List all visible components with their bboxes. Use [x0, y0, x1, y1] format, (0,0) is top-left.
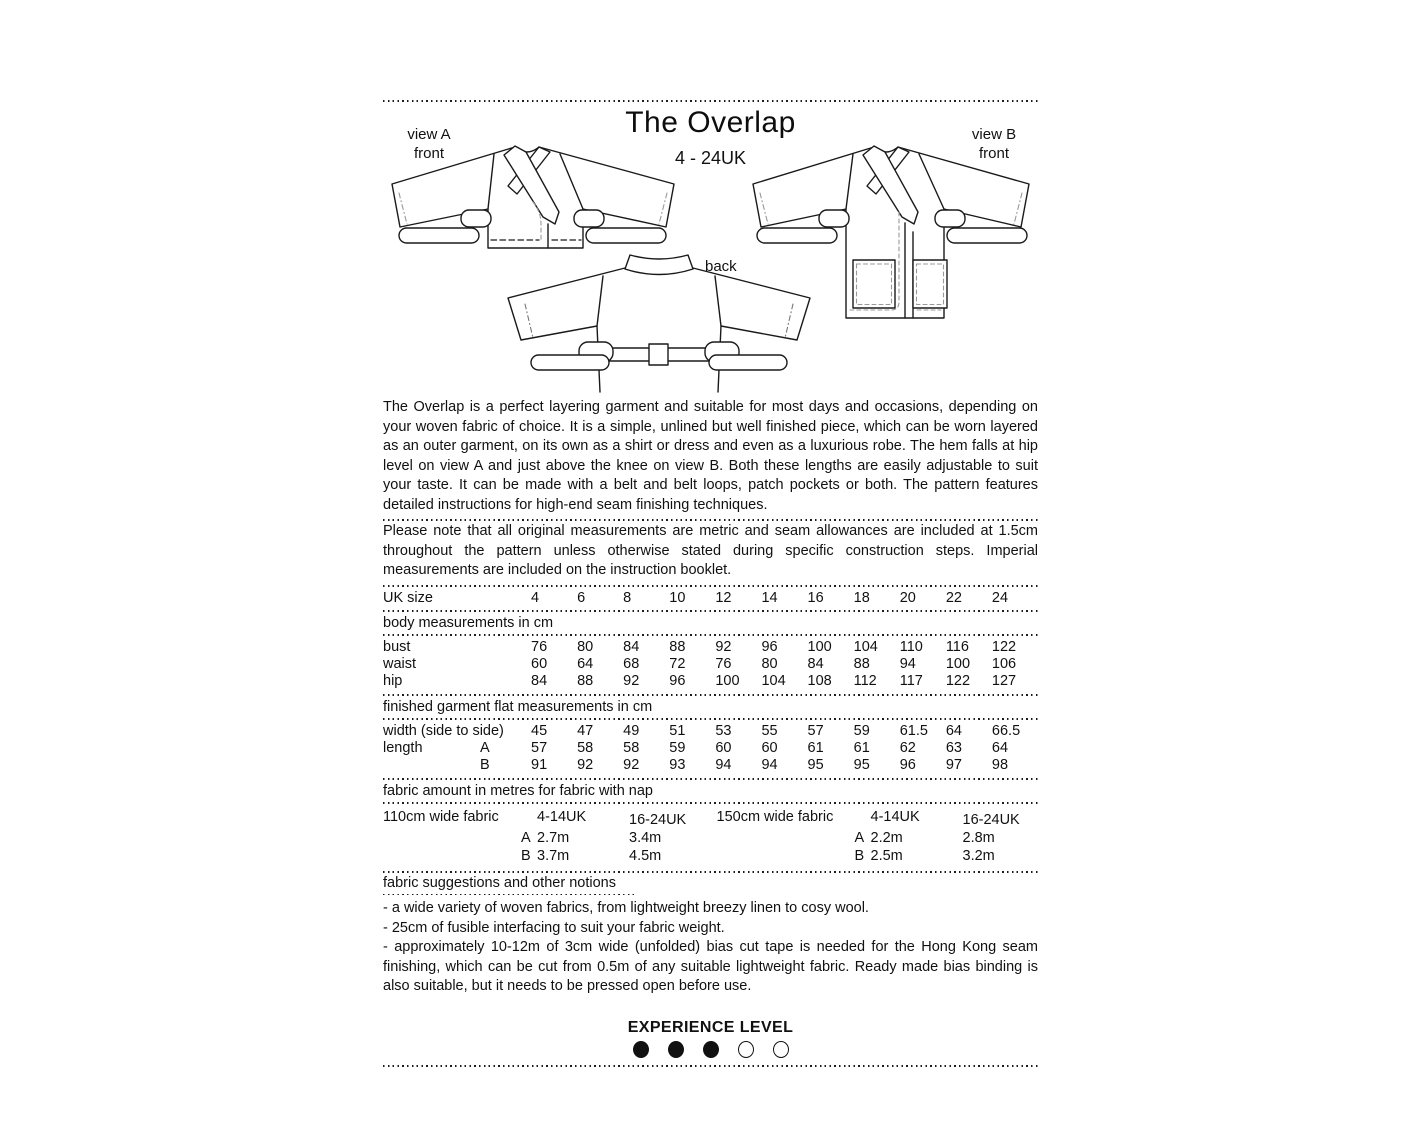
spacer [717, 829, 847, 847]
finished-measurements-header: finished garment flat measurements in cm [383, 698, 653, 715]
size-group-header: 16-24UK [962, 811, 1020, 828]
cell-value: 92 [623, 757, 640, 774]
cell-value: 63 [945, 739, 962, 756]
experience-dot [773, 1041, 789, 1058]
uk-size-value: 4 [531, 589, 540, 606]
uk-size-value: 10 [669, 589, 686, 606]
experience-dots [383, 1041, 1038, 1058]
cell-value: 72 [669, 656, 686, 673]
spacer [383, 847, 513, 865]
pattern-sheet [383, 100, 1038, 1067]
cell-value: 122 [945, 673, 971, 690]
fabric-width-label: 110cm wide fabric [383, 808, 499, 825]
cell-value: 47 [577, 722, 594, 739]
cell-value: 51 [669, 722, 686, 739]
spacer [513, 808, 537, 829]
notions-list [383, 899, 1038, 997]
experience-level-block [383, 1019, 1038, 1058]
cell-value: 104 [761, 673, 786, 690]
page-title: The Overlap [625, 106, 796, 139]
cell-value: 94 [899, 656, 916, 673]
cell-value: 92 [715, 638, 732, 655]
list-item: - approximately 10-12m of 3cm wide (unfolded) bias cut tape is needed for the Hong Kong seam finishing, which can be cut from 0.5m of any suitable lightweight fabric. Ready made bias binding is also suitable, but it needs to be pressed open before use. [383, 939, 1038, 995]
cell-value: 88 [853, 656, 870, 673]
list-item: - a wide variety of woven fabrics, from lightweight breezy linen to cosy wool. [383, 900, 869, 917]
size-group-header: 4-14UK [870, 808, 920, 825]
view-b-label-line1: view B [971, 126, 1017, 143]
fabric-panel-150cm [717, 808, 1039, 865]
experience-dot [738, 1041, 754, 1058]
cell-value: 117 [899, 673, 923, 690]
cell-value: 3.2m [962, 847, 995, 864]
cell-value: 2.5m [870, 847, 903, 864]
cell-value: 3.7m [537, 847, 570, 864]
uk-size-value: 20 [899, 589, 916, 606]
cell-value: 59 [669, 739, 686, 756]
size-group-header: 16-24UK [629, 811, 687, 828]
row-variant: A [480, 739, 490, 756]
cell-value: 2.7m [537, 829, 570, 846]
cell-value: 108 [807, 673, 832, 690]
cell-value: 84 [807, 656, 824, 673]
cell-value: 60 [715, 739, 732, 756]
uk-size-value: 6 [577, 589, 586, 606]
finished-measurements-table [383, 720, 1038, 778]
experience-level-title: EXPERIENCE LEVEL [627, 1018, 794, 1036]
cell-value: 112 [853, 673, 877, 690]
cell-value: 61 [853, 739, 870, 756]
uk-size-value: 24 [991, 589, 1009, 606]
cell-value: 97 [945, 757, 962, 774]
uk-size-value: 12 [715, 589, 732, 606]
cell-value: 95 [807, 757, 824, 774]
cell-value: 96 [669, 673, 686, 690]
row-variant: B [521, 847, 531, 864]
cell-value: 80 [761, 656, 778, 673]
fabric-panel-110cm [383, 808, 705, 865]
fabric-width-label: 150cm wide fabric [716, 808, 834, 825]
cell-value: 98 [991, 757, 1009, 774]
cell-value: 100 [715, 673, 740, 690]
experience-dot [668, 1041, 684, 1058]
cell-value: 80 [577, 638, 594, 655]
measurement-note-paragraph: Please note that all original measurements are metric and seam allowances are included at 1.5cm throughout the pattern unless otherwise stated during specific construction steps. Imperial measurements are included on the instruction booklet. [383, 523, 1038, 578]
row-label [383, 757, 480, 774]
cell-value: 64 [577, 656, 594, 673]
cell-value: 100 [807, 638, 832, 655]
cell-value: 61 [807, 739, 824, 756]
cell-value: 49 [623, 722, 640, 739]
cell-value: 2.8m [962, 829, 995, 846]
row-label: length [383, 739, 423, 756]
description-paragraph: The Overlap is a perfect layering garment and suitable for most days and occasions, depending on your woven fabric of choice. It is a simple, unlined but well finished piece, which can be worn layered as an outer garment, on its own as a shirt or dress and even as a luxurious robe. The hem falls at hip level on view A and just above the knee on view B. Both these lengths are easily adjustable to suit your taste. It can be made with a belt and belt loops, patch pockets or both. The pattern features detailed instructions for high-end seam finishing techniques. [383, 399, 1038, 513]
uk-size-value: 8 [623, 589, 632, 606]
cell-value: 53 [715, 722, 732, 739]
notions-header: fabric suggestions and other notions [383, 874, 616, 891]
uk-size-label: UK size [383, 589, 433, 606]
row-variant: B [480, 757, 490, 774]
body-measurements-table [383, 636, 1038, 694]
row-label: waist [383, 656, 417, 673]
cell-value: 116 [945, 638, 969, 655]
row-variant: B [854, 847, 865, 864]
table-row [383, 757, 1038, 774]
cell-value: 100 [945, 656, 971, 673]
cell-value: 2.2m [870, 829, 903, 846]
cell-value: 4.5m [629, 847, 662, 864]
cell-value: 58 [577, 739, 594, 756]
list-item: - 25cm of fusible interfacing to suit your fabric weight. [383, 919, 725, 936]
cell-value: 84 [531, 673, 548, 690]
view-b-label-line2: front [978, 145, 1009, 162]
table-row [383, 740, 1038, 757]
spacer [847, 808, 871, 829]
cell-value: 76 [531, 638, 548, 655]
dotted-rule [383, 519, 1038, 521]
row-variant: A [854, 829, 865, 846]
row-label: bust [383, 638, 411, 655]
back-view-label: back [705, 258, 737, 275]
cell-value: 96 [899, 757, 916, 774]
view-a-garment-illustration [385, 144, 680, 266]
table-row [383, 673, 1038, 690]
cell-value: 76 [715, 656, 732, 673]
cell-value: 106 [991, 656, 1017, 673]
fabric-amount-table [383, 804, 1038, 871]
cell-value: 110 [899, 638, 923, 655]
illustration-block [383, 102, 1038, 396]
cell-value: 60 [531, 656, 548, 673]
cell-value: 92 [623, 673, 640, 690]
body-measurements-header: body measurements in cm [383, 614, 554, 631]
cell-value: 127 [991, 673, 1017, 690]
size-group-header: 4-14UK [537, 808, 587, 825]
cell-value: 60 [761, 739, 778, 756]
row-variant: A [521, 829, 531, 846]
bottom-dotted-rule [383, 1065, 1038, 1067]
uk-size-value: 14 [761, 589, 778, 606]
spacer [383, 829, 513, 847]
cell-value: 91 [531, 757, 548, 774]
back-garment-illustration [503, 252, 815, 394]
view-a-label-line1: view A [407, 126, 451, 143]
short-dotted-rule [383, 894, 637, 896]
experience-dot [703, 1041, 719, 1058]
row-label: hip [383, 673, 403, 690]
cell-value: 58 [623, 739, 640, 756]
uk-size-value: 16 [807, 589, 824, 606]
cell-value: 64 [991, 739, 1009, 756]
cell-value: 94 [715, 757, 732, 774]
fabric-amount-header: fabric amount in metres for fabric with nap [383, 782, 653, 799]
cell-value: 92 [577, 757, 594, 774]
size-range: 4 - 24UK [674, 148, 747, 168]
cell-value: 55 [761, 722, 778, 739]
cell-value: 68 [623, 656, 640, 673]
uk-size-row [383, 587, 1038, 610]
cell-value: 3.4m [629, 829, 662, 846]
cell-value: 88 [669, 638, 686, 655]
cell-value: 45 [531, 722, 548, 739]
cell-value: 66.5 [991, 722, 1021, 739]
cell-value: 64 [945, 722, 962, 739]
cell-value: 94 [761, 757, 778, 774]
table-row [383, 639, 1038, 656]
cell-value: 95 [853, 757, 870, 774]
cell-value: 57 [531, 739, 548, 756]
table-row [383, 723, 1038, 740]
cell-value: 84 [623, 638, 640, 655]
cell-value: 62 [899, 739, 916, 756]
uk-size-value: 18 [853, 589, 870, 606]
cell-value: 93 [669, 757, 686, 774]
cell-value: 59 [853, 722, 870, 739]
cell-value: 88 [577, 673, 594, 690]
spacer [717, 847, 847, 865]
cell-value: 104 [853, 638, 878, 655]
cell-value: 61.5 [899, 722, 928, 739]
uk-size-value: 22 [945, 589, 962, 606]
view-a-label-line2: front [413, 145, 444, 162]
row-label: width (side to side) [383, 722, 504, 739]
cell-value: 57 [807, 722, 824, 739]
experience-dot [633, 1041, 649, 1058]
table-row [383, 656, 1038, 673]
cell-value: 122 [991, 638, 1017, 655]
cell-value: 96 [761, 638, 778, 655]
